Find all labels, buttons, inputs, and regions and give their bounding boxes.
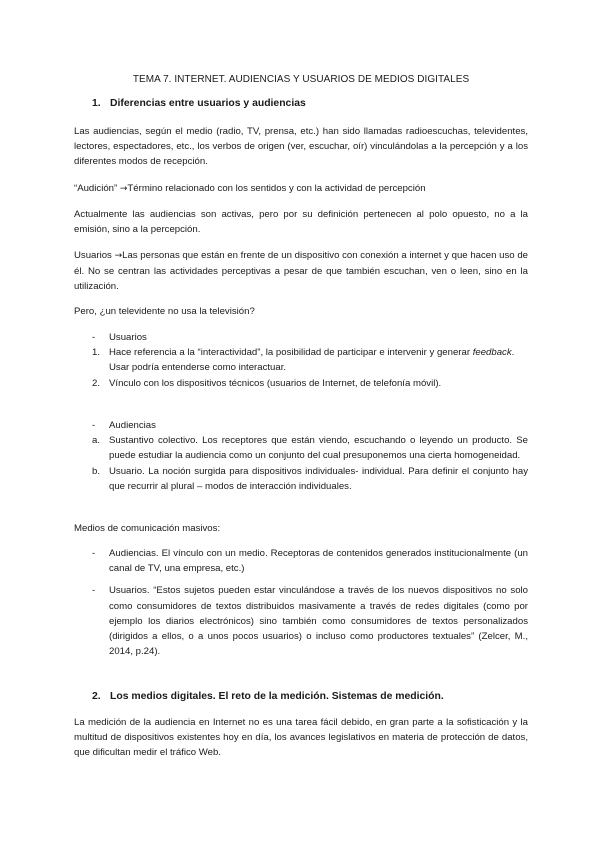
list-number: 1.	[92, 347, 101, 359]
list-bullet: -	[92, 548, 96, 559]
list-item	[92, 376, 528, 391]
paragraph-audicion	[74, 181, 528, 197]
list-usuarios	[92, 330, 528, 391]
audicion-definition: Término relacionado con los sentidos y con la actividad de percepción	[127, 183, 426, 194]
list-bullet: -	[92, 420, 96, 431]
list-letter: b.	[92, 465, 101, 477]
list-item	[92, 583, 528, 659]
section-1-heading-text: Diferencias entre usuarios y audiencias	[110, 98, 306, 109]
list-item-text	[109, 345, 528, 375]
list-item	[92, 433, 528, 463]
list-item-text-b: .	[511, 347, 515, 359]
list-item-text: Usuarios. “Estos sujetos pueden estar vinculándose a través de los nuevos dispositivos no solo como consumidores de textos distribuidos masivamente a través de redes digitales (como por ejemplo los diarios electrónicos) sino también como consumidores de textos personalizados (dirigidos a ellos, o a unos pocos usuarios) o incluso como productores textuales” (Zelcer, M., 2014, p.24).	[109, 585, 528, 658]
list-item-text: Usuario. La noción surgida para dispositivos individuales- individual. Para definir el conjunto hay que recurrir al plural – modos de interacción individuales.	[109, 465, 528, 492]
list-bullet: -	[92, 585, 96, 597]
list-number: 2.	[92, 377, 101, 389]
list-item	[92, 546, 528, 576]
list-item-text: Vínculo con los dispositivos técnicos (usuarios de Internet, de telefonía móvil).	[109, 377, 442, 389]
list-item-text-emphasis: feedback	[472, 347, 512, 359]
list-item	[92, 330, 528, 345]
arrow-icon: →	[119, 184, 128, 194]
page-title: TEMA 7. INTERNET. AUDIENCIAS Y USUARIOS DE MEDIOS DIGITALES	[132, 74, 470, 85]
list-label: Usuarios	[109, 332, 147, 343]
list-item	[92, 345, 528, 375]
section-2-heading-text: Los medios digitales. El reto de la medición. Sistemas de medición.	[110, 691, 444, 702]
usuarios-definition: Las personas que están en frente de un dispositivo con conexión a internet y que hacen uso de él. No se centran las actividades perceptivas a pesar de que también escuchan, ven o leen, sino en la utilización.	[74, 250, 528, 293]
list-item-text-line2: Usar podría entenderse como interactuar.	[109, 362, 287, 374]
list-item-text-a: Hace referencia a la “interactividad”, la posibilidad de participar e intervenir y generar	[109, 347, 473, 359]
list-spacer	[92, 576, 528, 583]
section-1-number: 1.	[92, 98, 101, 109]
paragraph-audiencias-activas: Actualmente las audiencias son activas, pero por su definición pertenecen al polo opuesto, no a la emisión, sino a la percepción.	[74, 209, 528, 236]
list-item	[92, 464, 528, 494]
list-item-text: Sustantivo colectivo. Los receptores que están viendo, escuchando o leyendo un producto. Se puede estudiar la audiencia como un conjunto del cual presuponemos una cierta homogeneidad.	[109, 435, 528, 462]
list-medios	[92, 546, 528, 659]
list-letter: a.	[92, 435, 101, 447]
arrow-icon: →	[114, 251, 123, 261]
paragraph-medios-heading: Medios de comunicación masivos:	[74, 523, 221, 534]
section-2-heading	[92, 689, 444, 704]
section-2-number: 2.	[92, 691, 101, 702]
paragraph-medicion: La medición de la audiencia en Internet no es una tarea fácil debido, en gran parte a la sofisticación y la multitud de dispositivos existentes hoy en día, los avances legislativos en materia de protección de datos, que dificultan medir el tráfico Web.	[74, 717, 528, 759]
term-usuarios: Usuarios	[74, 250, 112, 261]
paragraph-pregunta: Pero, ¿un televidente no usa la televisión?	[74, 306, 255, 317]
list-bullet: -	[92, 332, 96, 343]
paragraph-usuarios	[74, 248, 528, 295]
list-item	[92, 418, 528, 433]
paragraph-audiencias-definicion: Las audiencias, según el medio (radio, TV, prensa, etc.) han sido llamadas radioescuchas, televidentes, lectores, espectadores, etc., los verbos de origen (ver, escuchar, oír) vinculándolas a la percepción y a los diferentes modos de recepción.	[74, 126, 528, 168]
section-1-heading	[92, 96, 306, 111]
list-item-text: Audiencias. El vínculo con un medio. Receptoras de contenidos generados institucionalmente (un canal de TV, una empresa, etc.)	[109, 548, 528, 575]
list-label: Audiencias	[109, 420, 156, 431]
term-audicion: “Audición”	[74, 183, 118, 194]
list-audiencias	[92, 418, 528, 494]
